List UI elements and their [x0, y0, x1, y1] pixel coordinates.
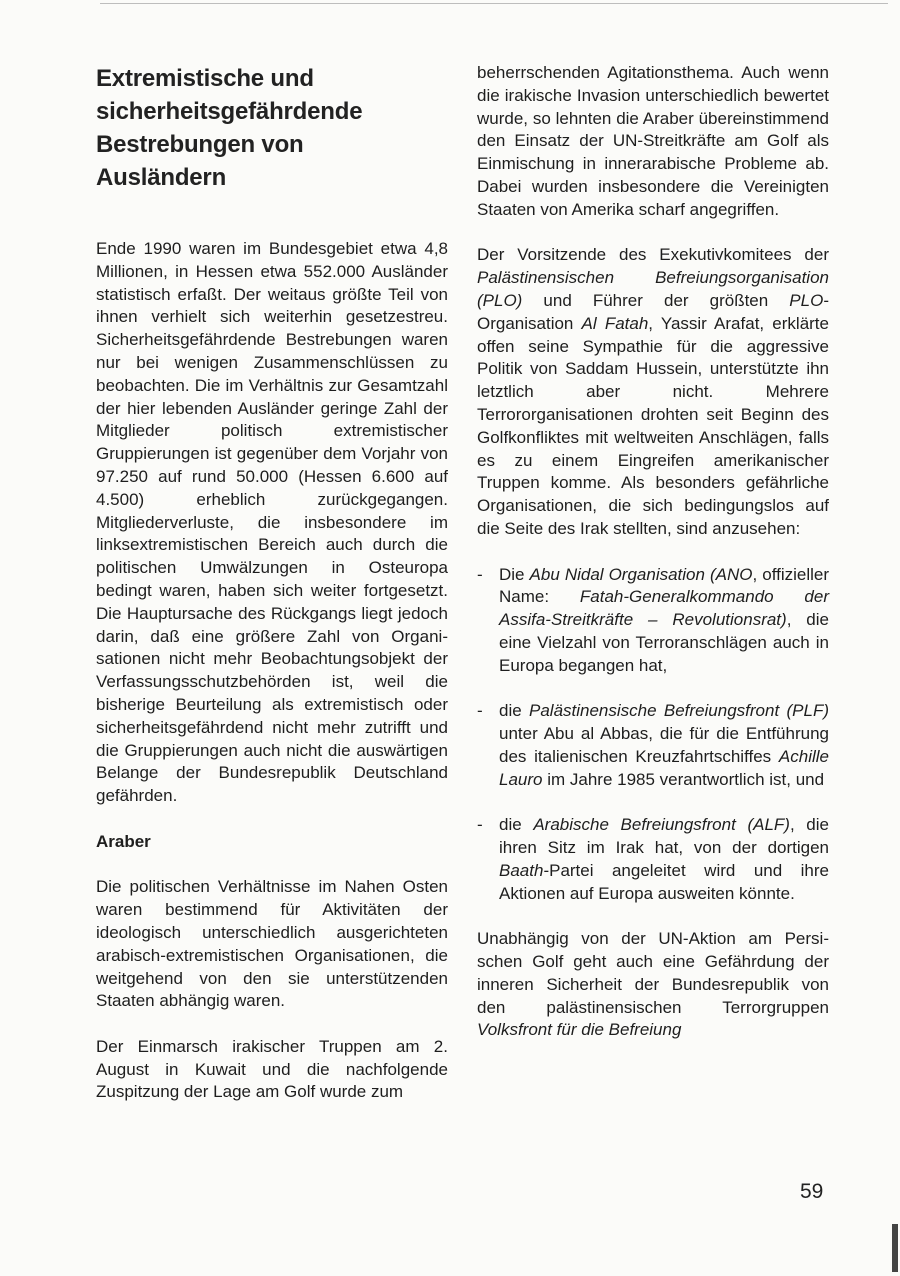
chapter-heading	[96, 62, 448, 194]
volksfront-name: Volksfront für die Befreiung	[477, 1020, 682, 1040]
ano-text-2: , offizieller Name:	[499, 564, 830, 607]
plo-name: Palästinensischen Befreiungsorganisation (PLO)	[477, 268, 829, 310]
alf-text-1: die	[499, 815, 534, 835]
heading-line-4: Ausländern	[96, 164, 227, 191]
plo-text-2: und Führer der größten	[522, 290, 790, 310]
closing-paragraph	[477, 928, 829, 1042]
plo-text-3: -Organisation	[477, 290, 829, 333]
list-item-alf	[477, 814, 829, 905]
alf-text-3: -Partei angeleitet wird und ihre Aktionen auf Europa ausweiten könnte.	[499, 860, 829, 903]
closing-text: Unabhängig von der UN-Aktion am Persischen Golf geht auch eine Gefährdung der inneren Sicherheit der Bundesrepublik von den palästinensischen Terrorgruppen	[477, 929, 829, 1017]
section-subheading-araber: Araber	[96, 831, 151, 851]
alf-text-2: , die ihren Sitz im Irak hat, von der dortigen	[499, 815, 829, 858]
achille-lauro-name: Achille Lauro	[499, 746, 829, 789]
top-edge-rule	[100, 3, 888, 4]
list-item-text	[499, 564, 829, 678]
scan-edge-mark	[892, 1224, 898, 1272]
invasion-paragraph: Der Einmarsch irakischer Truppen am 2. August in Kuwait und die nachfolgende Zuspitzung der Lage am Golf wurde zum	[96, 1036, 448, 1102]
right-column	[477, 62, 829, 1042]
plo-text-4: , Yassir Arafat, erklärte offen seine Sympathie für die aggressive Politik von Saddam Hussein, unterstützte ihn letztlich aber nicht. Mehrere Terrororganisationen drohten seit Beginn des Golfkonfliktes mit weltweiten Anschlägen, falls es zu einem Eingreifen amerikanischer Truppen komme. Als besonders gefährliche Organisationen, die sich bedingungslos auf die Seite des Irak stellten, sind anzusehen:	[477, 313, 829, 538]
plf-name: Palästinensische Befreiungsfront (PLF)	[529, 701, 829, 721]
heading-line-3: Bestrebungen von	[96, 131, 304, 158]
list-item-plf	[477, 700, 829, 791]
plo-text-1: Der Vorsitzende des Exekutivkomitees der	[477, 245, 829, 265]
al-fatah-name: Al Fatah	[581, 313, 649, 333]
list-dash: -	[477, 815, 483, 835]
ano-name: Abu Nidal Organisation (ANO	[529, 564, 753, 584]
plf-text-2: unter Abu al Abbas, die für die Entführung des italienischen Kreuzfahrtschiffes	[499, 724, 829, 766]
plo-abbrev: PLO	[789, 290, 824, 310]
page-number: 59	[800, 1180, 824, 1203]
list-dash: -	[477, 564, 483, 584]
list-item-text	[499, 814, 829, 905]
agitation-paragraph: beherrschenden Agitationsthema. Auch wenn die irakische Invasion unterschiedlich bewertet wurde, so lehnten die Araber übereinstimmend den Einsatz der UN-Streitkräfte am Golf als Einmischung in innerarabische Probleme ab. Dabei wurden insbesondere die Vereinigten Staaten von Amerika scharf angegriffen.	[477, 63, 829, 219]
plf-text-1: die	[499, 701, 529, 721]
araber-paragraph: Die politischen Verhältnisse im Nahen Osten waren bestimmend für Aktivitäten der ideologisch unterschiedlich ausgerichteten arabisch-extremistischen Organisationen, die weitgehend von den sie unterstützenden Staaten abhängig waren.	[96, 877, 448, 1011]
list-item-text	[499, 700, 829, 791]
organisation-list	[477, 564, 829, 906]
ano-official-name: Fatah-Generalkommando der Assifa-Streitkräfte – Revolutionsrat)	[499, 587, 829, 630]
ano-text-3: , die eine Vielzahl von Terroranschlägen auch in Europa begangen hat,	[499, 610, 829, 675]
heading-line-1: Extremistische und	[96, 65, 314, 92]
baath-name: Baath	[499, 860, 544, 880]
left-column	[96, 62, 448, 1104]
plf-text-3: im Jahre 1985 verantwortlich ist, und	[542, 769, 825, 789]
list-item-ano	[477, 564, 829, 678]
ano-text-1: Die	[499, 564, 530, 584]
alf-name: Arabische Befreiungsfront (ALF)	[533, 815, 790, 835]
intro-paragraph: Ende 1990 waren im Bundesgebiet etwa 4,8 Millionen, in Hessen etwa 552.000 Ausländer statistisch erfaßt. Der weitaus größte Teil von ihnen verhielt sich weiterhin gesetzestreu. Sicherheitsgefährdende Bestrebungen waren nur bei wenigen Zusammenschlüssen zu beobachten. Die im Verhältnis zur Gesamtzahl der hier lebenden Ausländer geringe Zahl der Mitglieder politisch extremistischer Gruppierungen ist gegenüber dem Vorjahr von 97.250 auf rund 50.000 (Hessen 6.600 auf 4.500) erheblich zurückgegangen. Mitgliederverluste, die insbesondere im linksextremistischen Bereich auch durch die politischen Umwälzungen in Osteuropa bedingt waren, haben sich weiter fortgesetzt. Die Hauptursache des Rückgangs liegt jedoch darin, daß eine größere Zahl von Organisationen nicht mehr Beobachtungsobjekt der Verfassungsschutzbehörden ist, weil die bisherige Beurteilung als extremistisch oder sicherheitsgefährdend nicht mehr zutrifft und die Gruppierungen auch nicht die auswärtigen Belange der Bundesrepublik Deutschland gefährden.	[96, 239, 448, 806]
plo-paragraph	[477, 244, 829, 540]
list-dash: -	[477, 701, 483, 721]
heading-line-2: sicherheitsgefährdende	[96, 98, 363, 125]
